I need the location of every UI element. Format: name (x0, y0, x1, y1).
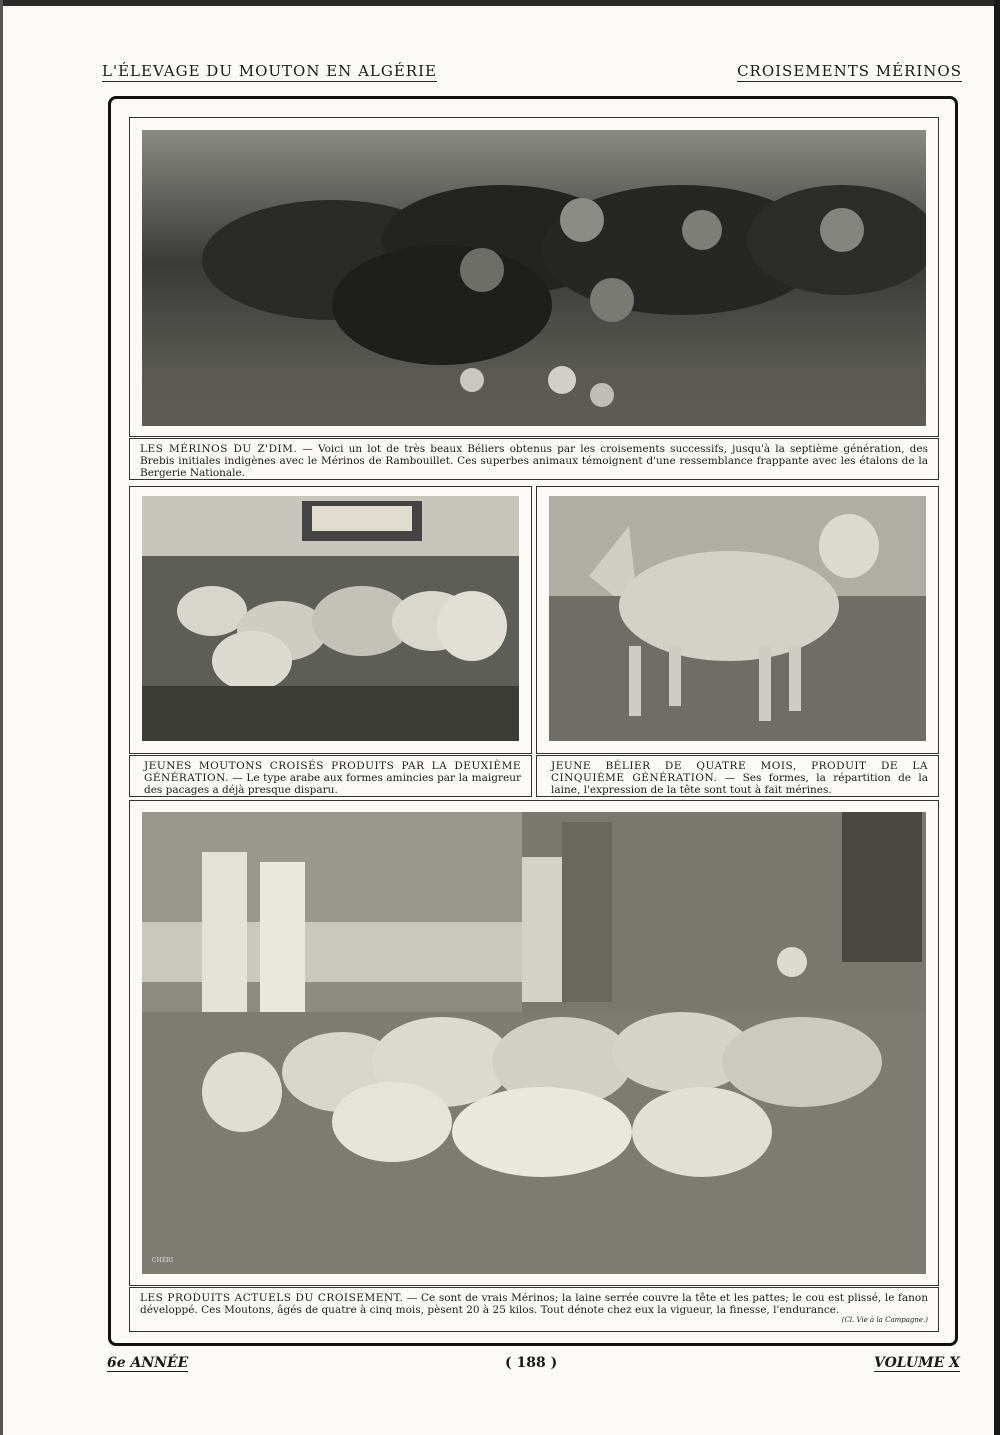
caption-middle-right (536, 755, 939, 797)
middle-right-photo-panel (536, 486, 939, 754)
caption-middle-left-title: JEUNES MOUTONS CROISÉS PRODUITS PAR LA DEUXIÈME GÉNÉRATION. (144, 760, 521, 784)
page-edge-right (994, 0, 1000, 1435)
footer-volume: VOLUME X (873, 1355, 960, 1371)
running-head-left: L'ÉLEVAGE DU MOUTON EN ALGÉRIE (102, 62, 437, 80)
caption-bottom-title: LES PRODUITS ACTUELS DU CROISEMENT. (140, 1292, 404, 1304)
caption-middle-left (129, 755, 532, 797)
photo-signature: CHÉRI (152, 1257, 174, 1264)
caption-middle-left-text: — Le type arabe aux formes amincies par la maigreur des pacages a déjà presque disparu. (144, 772, 521, 796)
photo-credit: (Cl. Vie à la Campagne.) (841, 1316, 928, 1324)
caption-top-text: — Voici un lot de très beaux Béliers obtenus par les croisements successifs, jusqu'à la septième génération, des Brebis initiales indigènes avec le Mérinos de Rambouillet. Ces superbes animaux témoignent d'une ressemblance frappante avec les étalons de la Bergerie Nationale. (140, 443, 928, 479)
page-edge-top (0, 0, 1000, 6)
caption-bottom (129, 1287, 939, 1332)
page-number: ( 188 ) (505, 1355, 558, 1371)
photo-current-products (142, 812, 926, 1274)
caption-middle-right-text: — Ses formes, la répartition de la laine, l'expression de la tête sont tout à fait mérines. (551, 772, 928, 796)
photo-young-ram (549, 496, 926, 741)
bottom-photo-panel (129, 800, 939, 1286)
running-head-right: CROISEMENTS MÉRINOS (737, 62, 962, 80)
page-edge-left (0, 0, 3, 1435)
caption-middle-right-title: JEUNE BÉLIER DE QUATRE MOIS, PRODUIT DE LA CINQUIÈME GÉNÉRATION. (551, 760, 928, 784)
footer-year: 6e ANNÉE (107, 1355, 189, 1371)
photo-young-sheep (142, 496, 519, 741)
photo-merinos-rams (142, 130, 926, 426)
caption-top-title: LES MÉRINOS DU Z'DIM. (140, 443, 298, 455)
caption-bottom-text: — Ce sont de vrais Mérinos; la laine serrée couvre la tête et les pattes; le cou est plissé, le fanon développé. Ces Moutons, âgés de quatre à cinq mois, pèsent 20 à 25 kilos. Tout dénote chez eux la vigueur, la finesse, l'endurance. (140, 1292, 928, 1316)
caption-top (129, 438, 939, 480)
middle-left-photo-panel (129, 486, 532, 754)
top-photo-panel (129, 117, 939, 437)
